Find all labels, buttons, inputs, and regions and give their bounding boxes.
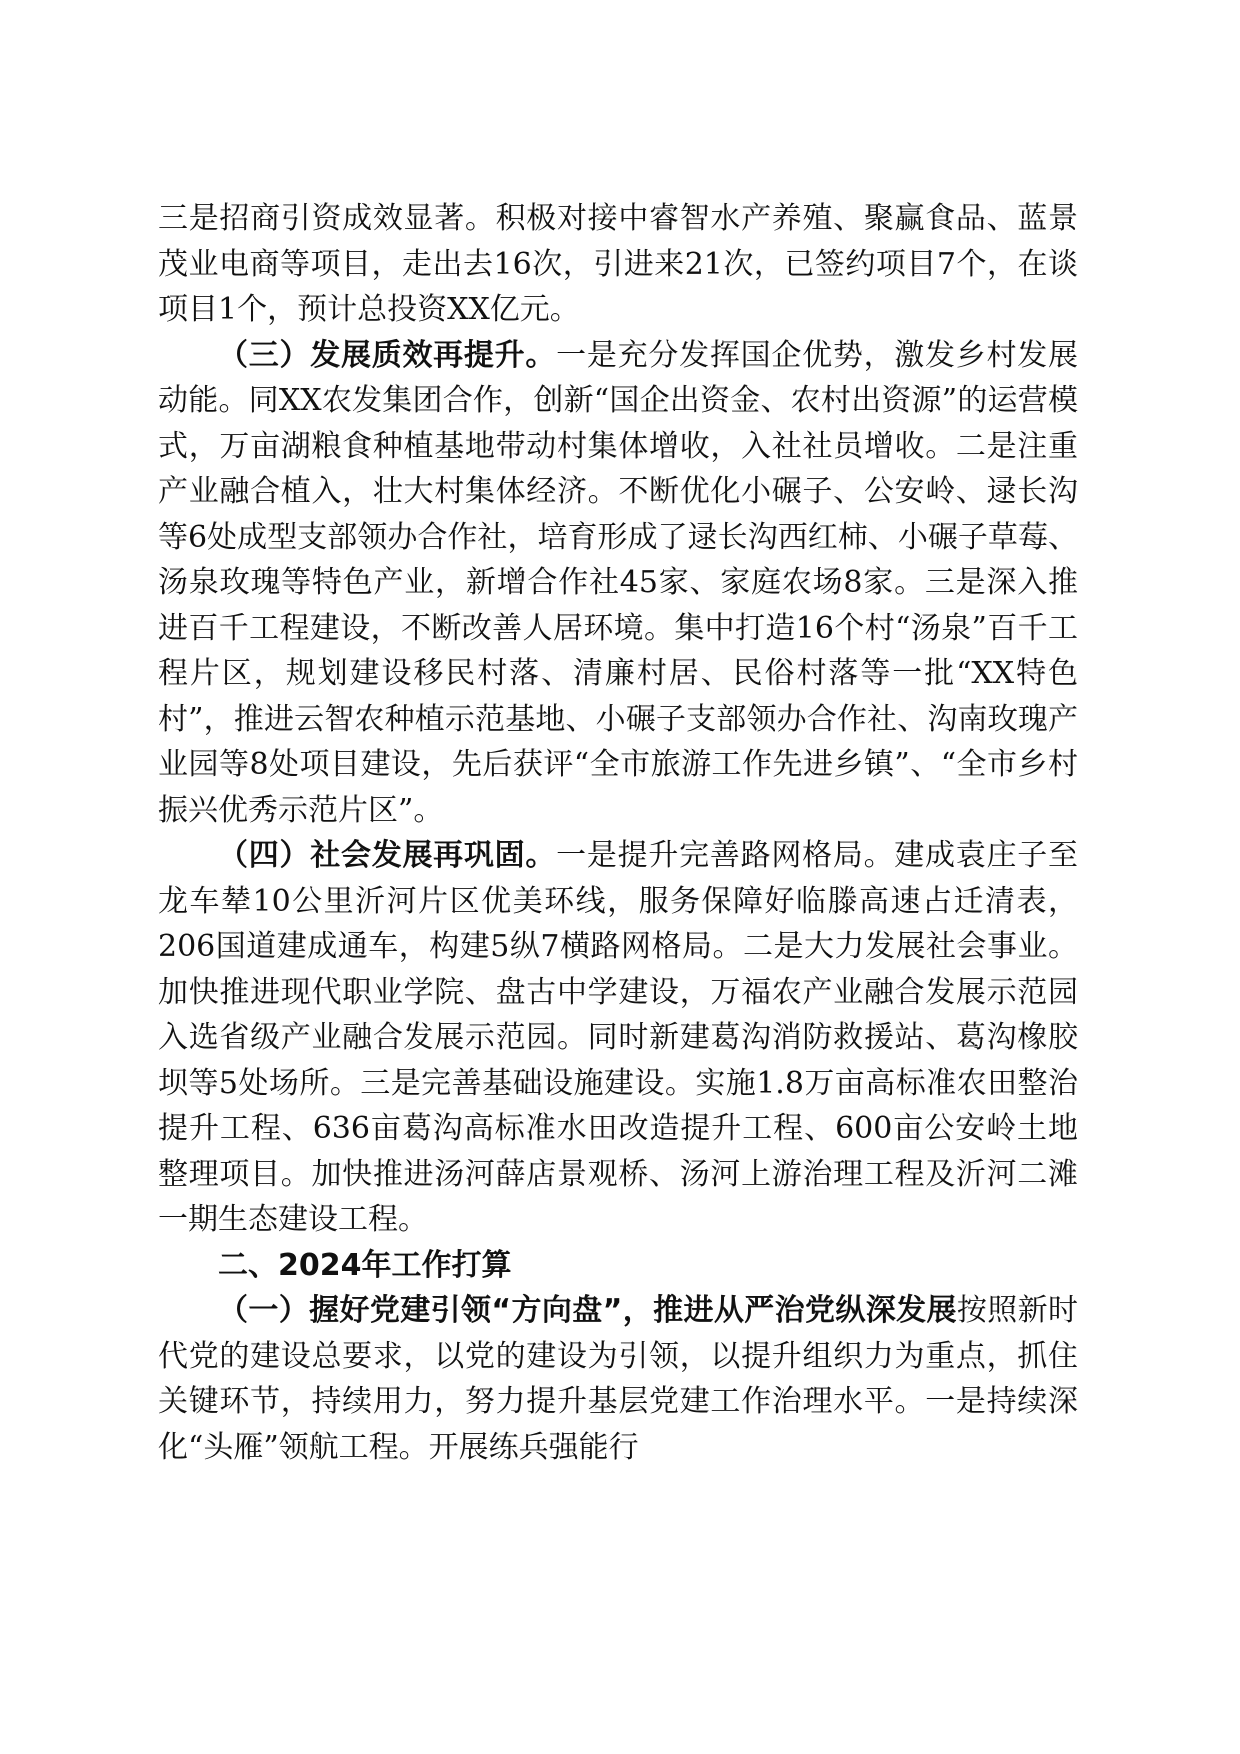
paragraph-investment bbox=[158, 196, 1078, 333]
paragraph-lead: （三）发展质效再提升。 bbox=[218, 337, 557, 373]
paragraph-text: 三是招商引资成效显著。积极对接中睿智水产养殖、聚赢食品、蓝景茂业电商等项目，走出去16次，引进来21次，已签约项目7个，在谈项目1个，预计总投资XX亿元。 bbox=[158, 201, 1078, 327]
paragraph-social-development bbox=[158, 833, 1078, 1243]
section-heading: 二、2024年工作打算 bbox=[218, 1247, 512, 1283]
paragraph-party-building bbox=[158, 1288, 1078, 1470]
paragraph-text: 一是提升完善路网格局。建成袁庄子至龙车辇10公里沂河片区优美环线，服务保障好临滕高速占迁清表，206国道建成通车，构建5纵7横路网格局。二是大力发展社会事业。加快推进现代职业学院、盘古中学建设，万福农产业融合发展示范园入选省级产业融合发展示范园。同时新建葛沟消防救援站、葛沟橡胶坝等5处场所。三是完善基础设施建设。实施1.8万亩高标准农田整治提升工程、636亩葛沟高标准水田改造提升工程、600亩公安岭土地整理项目。加快推进汤河薛店景观桥、汤河上游治理工程及沂河二滩一期生态建设工程。 bbox=[158, 838, 1079, 1237]
paragraph-text: 按照新时代党的建设总要求，以党的建设为引领，以提升组织力为重点，抓住关键环节，持续用力，努力提升基层党建工作治理水平。一是持续深化“头雁”领航工程。开展练兵强能行 bbox=[158, 1293, 1079, 1465]
document-body bbox=[158, 196, 1078, 1470]
paragraph-development-quality bbox=[158, 333, 1078, 834]
paragraph-lead: （四）社会发展再巩固。 bbox=[218, 838, 557, 873]
paragraph-text: 一是充分发挥国企优势，激发乡村发展动能。同XX农发集团合作，创新“国企出资金、农村出资源”的运营模式，万亩湖粮食种植基地带动村集体增收，入社社员增收。二是注重产业融合植入，壮大村集体经济。不断优化小碾子、公安岭、逯长沟等6处成型支部领办合作社，培育形成了逯长沟西红柿、小碾子草莓、汤泉玫瑰等特色产业，新增合作社45家、家庭农场8家。三是深入推进百千工程建设，不断改善人居环境。集中打造16个村“汤泉”百千工程片区，规划建设移民村落、清廉村居、民俗村落等一批“XX特色村”，推进云智农种植示范基地、小碾子支部领办合作社、沟南玫瑰产业园等8处项目建设，先后获评“全市旅游工作先进乡镇”、“全市乡村振兴优秀示范片区”。 bbox=[158, 337, 1079, 828]
paragraph-lead: （一）握好党建引领“方向盘”，推进从严治党纵深发展 bbox=[218, 1293, 957, 1328]
